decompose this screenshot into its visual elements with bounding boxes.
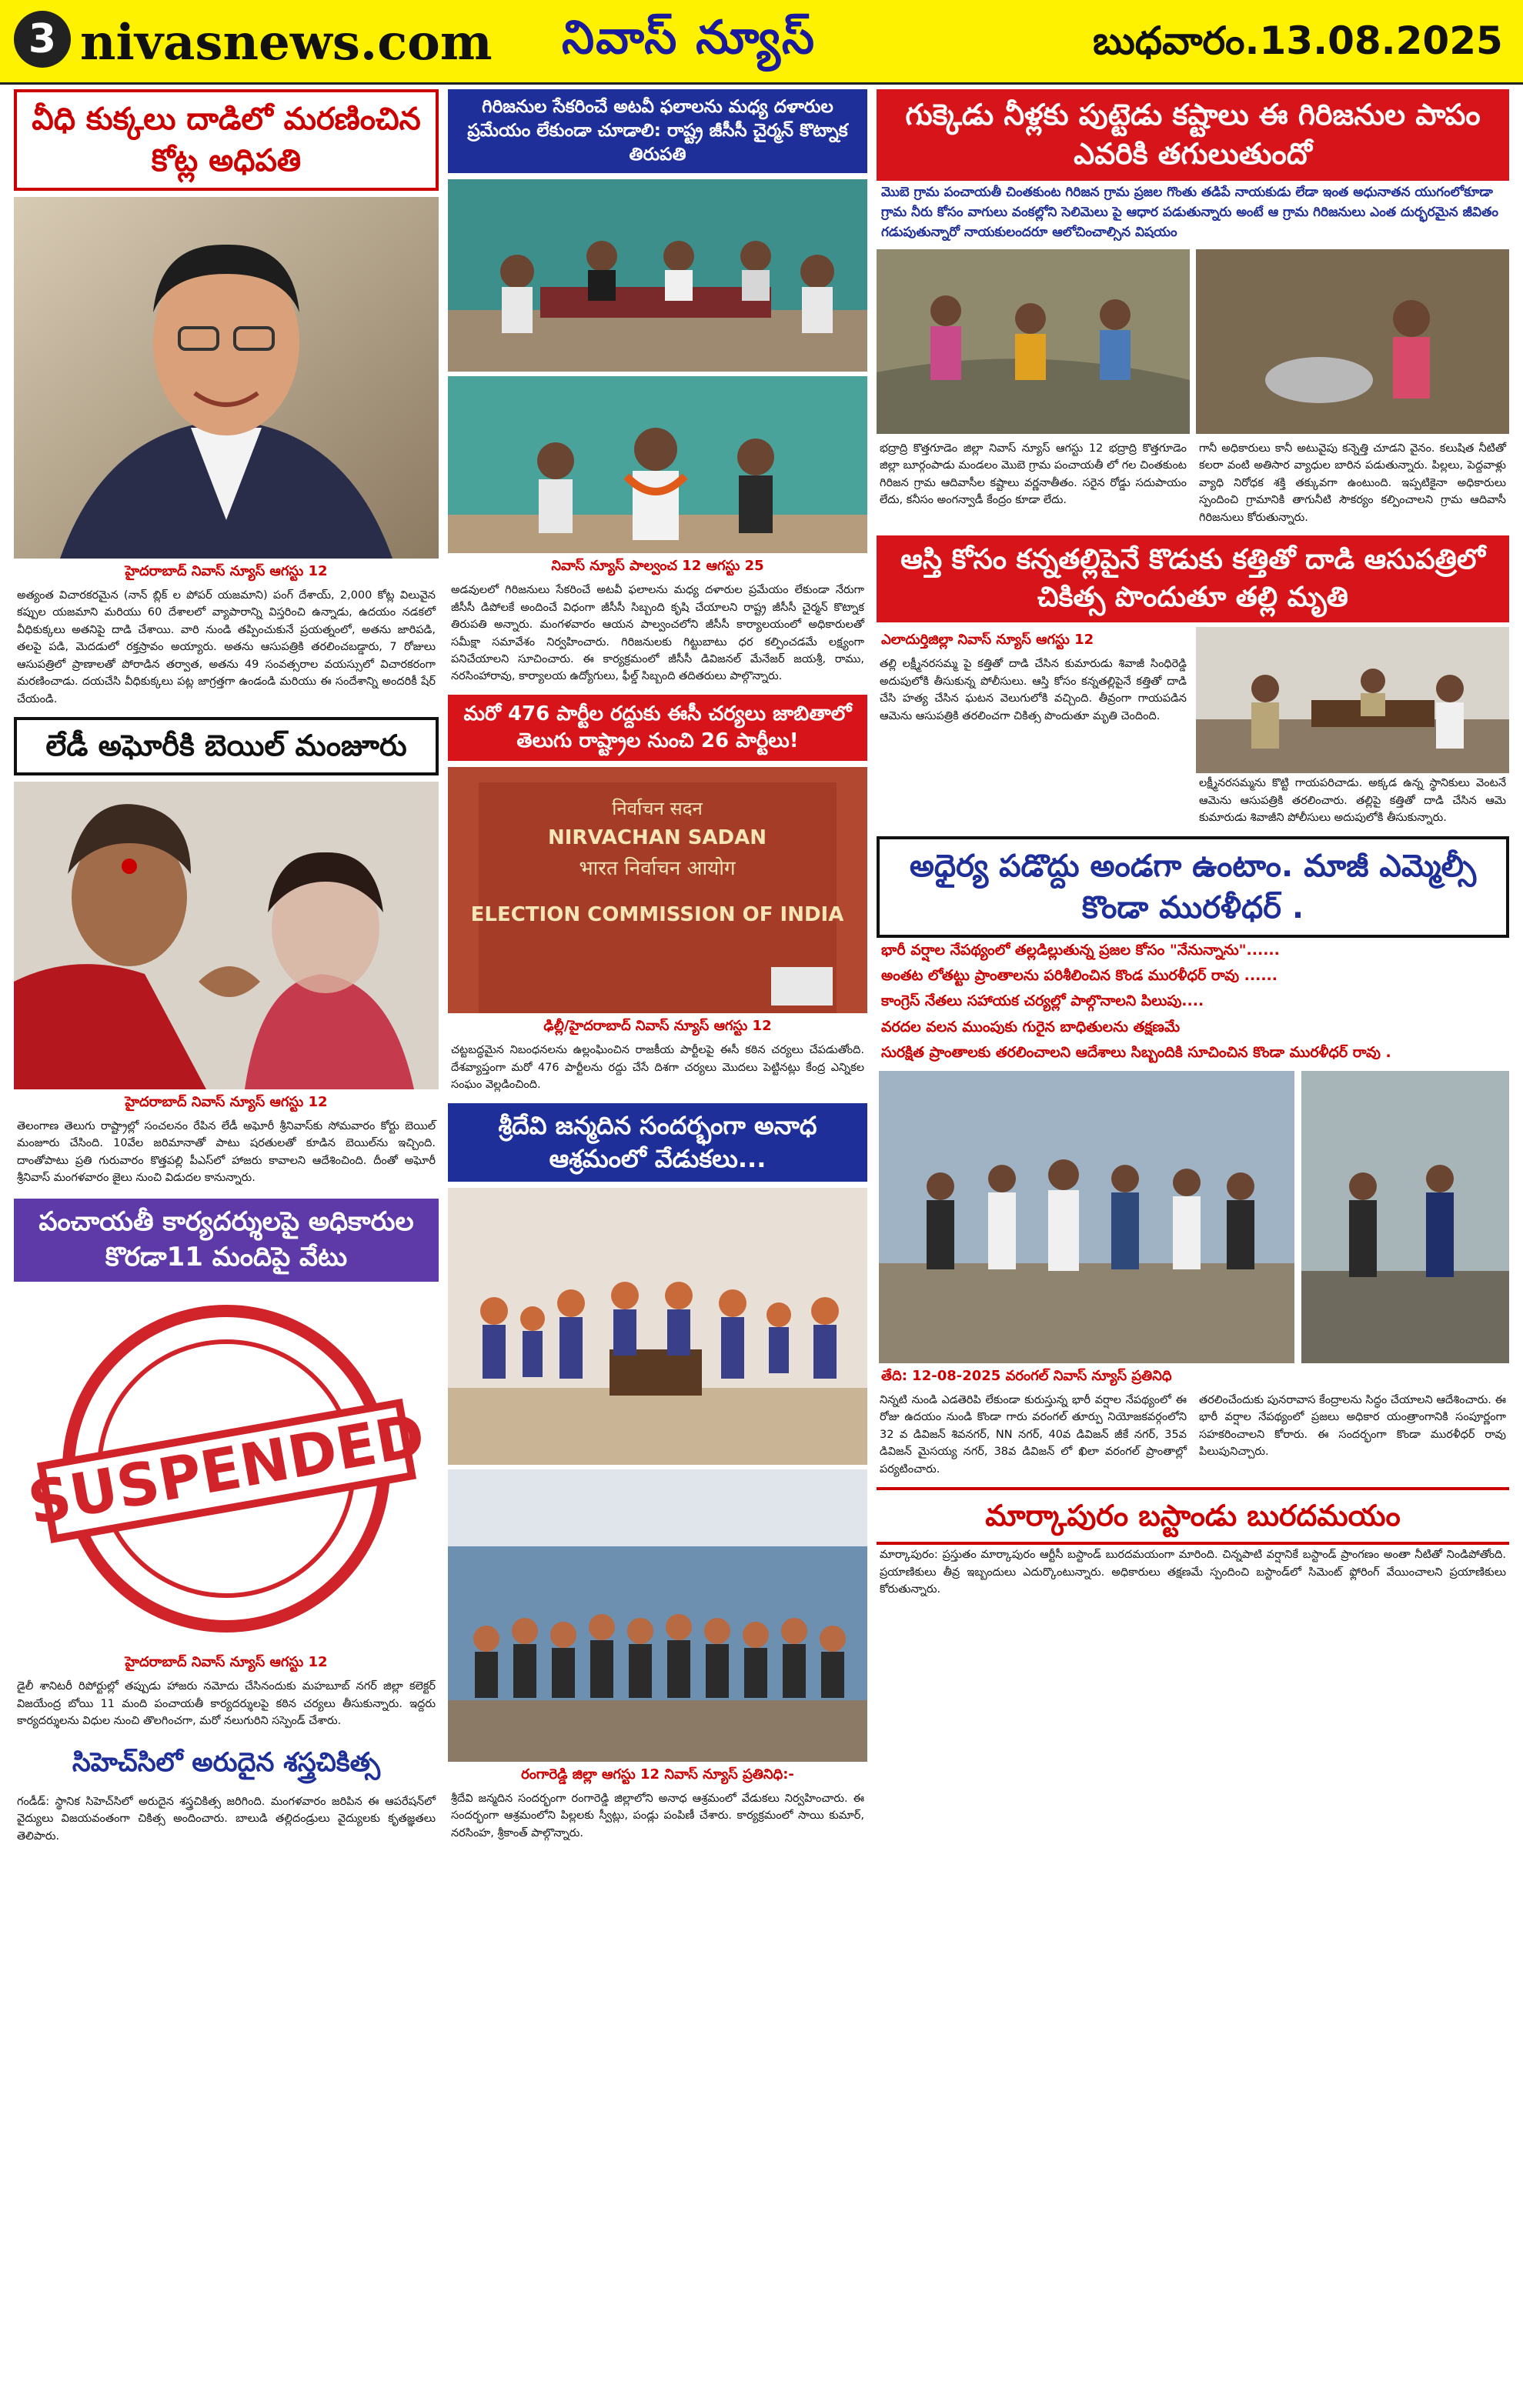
sridevi-caption: రంగారెడ్డి జిల్లా ఆగస్టు 12 నివాస్ న్యూస్ ప్రతినిధి:- (521, 1766, 794, 1783)
suspended-stamp-graphic (14, 1288, 439, 1649)
konda-line-2: అంతట లోతట్టు ప్రాంతాలను పరిశీలించిన కొండ మురళీధర్ రావు ...... (881, 967, 1278, 984)
election-commission-photo (448, 767, 867, 1013)
mother-headline[interactable]: ఆస్తి కోసం కన్నతల్లిపైనే కొడుకు కత్తితో దాడి ఆసుపత్రిలో చికిత్స పొందుతూ తల్లి మృతి (877, 535, 1509, 622)
water-body-1: భద్రాద్రి కొత్తగూడెం జిల్లా నివాస్ న్యూస్ ఆగస్టు 12 భద్రాద్రి కొత్తగూడెం జిల్లా బూర్గంపాడు మండలం మొబె గ్రామ పంచాయతీ లో గల చింతకుంట గిరిజన గ్రామ ఆదివాసీల కష్టాలు వర్ణనాతీతం. సరైన రోడ్డు సదుపాయం లేదు, కనీసం అంగన్వాడీ కేంద్రం కూడా లేదు. (880, 442, 1187, 507)
gcc-chairman-photo (448, 376, 867, 553)
water-body-2: గానీ అధికారులు కానీ అటువైపు కన్నెత్తి చూడని వైనం. కలుషిత నీటితో కలరా వంటి అతిసార వ్యాధుల బారిన పడుతున్నారు. పిల్లలు, పెద్దవాళ్లు వ్యాధి నిరోధక శక్తి తక్కువగా ఉంటుంది. ఇప్పటికైనా అధికారులు స్పందించి గ్రామానికి తాగునీటి సౌకర్యం కల్పించాలని గ్రామ ఆదివాసీ గిరిజనులు కోరుతున్నారు. (1199, 442, 1506, 524)
sridevi-body: శ్రీదేవి జన్మదిన సందర్భంగా రంగారెడ్డి జిల్లాలోని అనాధ ఆశ్రమంలో వేడుకలు నిర్వహించారు. ఈ సందర్భంగా ఆశ్రమంలోని పిల్లలకు స్వీట్లు, పండ్లు పంపిణీ చేశారు. కార్యక్రమంలో సాయి కుమార్, నరసింహ, శ్రీకాంత్ పాల్గొన్నారు. (451, 1792, 864, 1839)
sridevi-headline[interactable]: శ్రీదేవి జన్మదిన సందర్భంగా అనాధ ఆశ్రమంలో వేడుకలు... (448, 1103, 867, 1182)
suspended-stamp-text: SUSPENDED (23, 1400, 430, 1538)
dog-attack-headline[interactable]: వీధి కుక్కలు దాడిలో మరణించిన కోట్ల అధిపతి (14, 89, 439, 191)
konda-photos (877, 1071, 1509, 1363)
svg-text:NIRVACHAN SADAN: NIRVACHAN SADAN (547, 826, 767, 850)
issue-date: బుధవారం.13.08.2025 (1093, 18, 1503, 63)
gcc-headline[interactable]: గిరిజనుల సేకరించే అటవీ ఫలాలను మధ్య దళారుల ప్రమేయం లేకుండా చూడాలి: రాష్ట్ర జీసీసీ చైర్మన్ కొట్నాక తిరుపతి (448, 89, 867, 173)
ec-caption: ఢిల్లీ/హైదరాబాద్ నివాస్ న్యూస్ ఆగస్టు 12 (543, 1018, 772, 1035)
panchayat-caption: హైదరాబాద్ నివాస్ న్యూస్ ఆగస్టు 12 (125, 1654, 328, 1671)
konda-caption: తేది: 12-08-2025 వరంగల్ నివాస్ న్యూస్ ప్రతినిధి (881, 1367, 1172, 1384)
article-konda-floods (877, 836, 1509, 1480)
article-markapuram-bus-stand (877, 1487, 1509, 1600)
konda-body-2: తరలించేందుకు పునరావాస కేంద్రాలను సిద్ధం చేయాలని ఆదేశించారు. ఈ భారీ వర్షాల నేపథ్యంలో ప్రజలు అధికార యంత్రాంగానికి సంపూర్ణంగా సహకరించాలని కోరారు. ఈ సందర్భంగా కొండా మురళీధర్ రావు పిలుపునిచ్చారు. (1199, 1393, 1506, 1459)
masthead (0, 0, 1523, 85)
ec-body: చట్టబద్ధమైన నిబంధనలను ఉల్లంఘించిన రాజకీయ పార్టీలపై ఈసీ కఠిన చర్యలు చేపడుతోంది. దేశవ్యాప్తంగా మరో 476 పార్టీలను రద్దు చేసే దిశగా చర్యలు మొదలు పెట్టినట్లు కేంద్ర ఎన్నికల సంఘం వెల్లడించింది. (451, 1044, 864, 1092)
gcc-caption: నివాస్ న్యూస్ పాల్వంచ 12 ఆగస్టు 25 (551, 558, 764, 575)
svg-text:भारत निर्वाचन आयोग: भारत निर्वाचन आयोग (579, 857, 736, 881)
konda-line-1: భారీ వర్షాల నేపథ్యంలో తల్లడిల్లుతున్న ప్రజల కోసం "నేనున్నాను"...... (881, 941, 1280, 959)
konda-line-3: కాంగ్రెస్ నేతలు సహాయక చర్యల్లో పాల్గొనాలని పిలుపు.... (881, 992, 1204, 1010)
article-ec-parties (448, 695, 867, 1096)
water-intro: మొబె గ్రామ పంచాయతీ చింతకుంట గిరిజన గ్రామ ప్రజల గొంతు తడిపే నాయకుడు లేడా ఇంత అధునాతన యుగంలోకూడా గ్రామ నీరు కోసం వాగులు వంకల్లోని సెలిమెలు పై ఆధార పడుతున్నారు అంటే ఆ గ్రామ గిరిజనులు ఎంత దుర్భరమైన జీవితం గడుపుతున్నారో నాయకులందరూ ఆలోచించాల్సిన విషయం (881, 184, 1498, 241)
dog-attack-caption: హైదరాబాద్ నివాస్ న్యూస్ ఆగస్టు 12 (125, 563, 328, 579)
konda-line-5: సురక్షిత ప్రాంతాలకు తరలించాలని ఆదేశాలు సిబ్బందికి సూచించిన కొండా మురళీధర్ రావు . (881, 1044, 1391, 1062)
article-gcc-tribal (448, 89, 867, 687)
water-photo-women (877, 249, 1190, 434)
aghori-headline[interactable]: లేడీ అఘోరీకి బెయిల్ మంజూరు (14, 717, 439, 775)
article-water-crisis (877, 89, 1509, 528)
mother-caption: ఎలాదుర్తిజిల్లా నివాస్ న్యూస్ ఆగస్టు 12 (881, 632, 1094, 649)
bus-stand-body: మార్కాపురం: ప్రస్తుతం మార్కాపురం ఆర్టీసీ బస్టాండ్ బురదమయంగా మారింది. చిన్నపాటి వర్షానికే బస్టాండ్ ప్రాంగణం అంతా నీటితో నిండిపోతోంది. ప్రయాణికులు తీవ్ర ఇబ్బందులు ఎదుర్కొంటున్నారు. అధికారులు తక్షణమే స్పందించి బస్టాండ్‌లో సిమెంట్ ఫ్లోరింగ్ వేయించాలని ప్రయాణికులు కోరుతున్నారు. (880, 1549, 1506, 1596)
konda-body-1: నిన్నటి నుండి ఎడతెరిపి లేకుండా కురుస్తున్న భారీ వర్షాల నేపథ్యంలో ఈ రోజు ఉదయం నుండి కొండా గారు వరంగల్ తూర్పు నియోజకవర్గంలోని 32 వ డివిజన్ శివనగర్, NN నగర్, 40వ డివిజన్ జీకే నగర్, 35వ డివిజన్ మైసయ్య నగర్, 38వ డివిజన్ లో ఖిలా వరంగల్ ప్రాంతాల్లో పర్యటించారు. (880, 1393, 1187, 1476)
orphanage-celebration-photo-2 (448, 1469, 867, 1762)
konda-text-row (877, 1390, 1509, 1479)
column-middle (448, 89, 867, 2405)
svg-text:निर्वाचन सदन: निर्वाचन सदन (612, 798, 703, 820)
gcc-body: అడవులలో గిరిజనులు సేకరించే అటవీ ఫలాలను మధ్య దళారుల ప్రమేయం లేకుండా నేరుగా జీసీసీ డిపోలకే అందించే విధంగా జీసీసీ సిబ్బంది కృషి చేయాలని రాష్ట్ర జీసీసీ చైర్మన్ కొట్నాక తిరుపతి అన్నారు. మంగళవారం ఆయన పాల్వంచలోని జీసీసీ కార్యాలయంలో అధికారులతో సమీక్షా సమావేశం నిర్వహించారు. గిరిజనులకు గిట్టుబాటు ధర కల్పించడమే లక్ష్యంగా పనిచేయాలని సూచించారు. ఈ కార్యక్రమంలో జీసీసీ డివిజనల్ మేనేజర్ జయశ్రీ, రాము, నరసింహారావు, కార్యాలయ ఉద్యోగులు, ఫీల్డ్ సిబ్బంది తదితరులు పాల్గొన్నారు. (451, 584, 864, 683)
bus-stand-headline[interactable]: మార్కాపురం బస్టాండు బురదమయం (877, 1487, 1509, 1545)
brand-title: నివాస్ న్యూస్ (562, 11, 816, 65)
mother-row (877, 627, 1509, 828)
water-text-row (877, 439, 1509, 528)
article-surgery (14, 1739, 439, 1846)
page-number: 3 (14, 11, 71, 68)
orphanage-celebration-photo-1 (448, 1188, 867, 1465)
mother-body-1: తల్లి లక్ష్మీనరసమ్మ పై కత్తితో దాడి చేసిన కుమారుడు శివాజీ సింధిరెడ్డి అదుపులోకి తీసుకున్న పోలీసులు. ఆస్తి కోసం కన్నతల్లిపైనే కత్తితో దాడి చేసి హత్య చేసిన ఘటన వెలుగులోకి వచ్చింది. తీవ్రంగా గాయపడిన ఆమెను ఆసుపత్రికి తరలించగా చికిత్స పొందుతూ మృతి చెందింది. (880, 658, 1187, 722)
dog-attack-body: అత్యంత విచారకరమైన (నాన్ బ్లిక్ ల పోపర్ యజమాని) పంగ్ దేశాయ్, 2,000 కోట్ల విలువైన కప్పుల యజమాని మరియు 60 దేశాలలో వ్యాపారాన్ని విస్తరించి ఉన్నాడు, ఉదయం నడకలో వీధికుక్కలు అతనిపై దాడి చేశాయి. వారి నుండి తప్పించుకునే ప్రయత్నంలో, అతను జారిపడి, తలపై పడి, మెదడులో రక్తస్రావం అయ్యారు. అతను ఆసుపత్రికి తరలించబడ్డారు, 7 రోజులు ఆసుపత్రిలో ప్రాణాలతో పోరాడిన తర్వాత, అతను 49 సంవత్సరాల వయస్సులో విచారకరంగా మరణించాడు. దయచేసి వీధికుక్కలు పట్ల జాగ్రత్తగా ఉండండి మరియు ఈ సందేశాన్ని అందరికీ షేర్ చేయండి. (17, 589, 436, 705)
flood-inspection-photo (1301, 1071, 1509, 1363)
site-name[interactable]: nivasnews.com (80, 14, 493, 72)
aghori-photo (14, 782, 439, 1089)
police-station-photo (1196, 627, 1509, 773)
ec-headline[interactable]: మరో 476 పార్టీల రద్దుకు ఈసీ చర్యలు జాబితాలో తెలుగు రాష్ట్రాల నుంచి 26 పార్టీలు! (448, 695, 867, 761)
flood-walk-photo (877, 1071, 1297, 1363)
column-right (877, 89, 1509, 2405)
water-headline[interactable]: గుక్కెడు నీళ్లకు పుట్టెడు కష్టాలు ఈ గిరిజనుల పాపం ఎవరికి తగులుతుందో (877, 89, 1509, 181)
mother-body-2: లక్ష్మీనరసమ్మను కొట్టి గాయపరిచాడు. అక్కడ ఉన్న స్థానికులు వెంటనే ఆమెను ఆసుపత్రికి తరలించారు. తల్లిపై కత్తితో దాడి చేసిన ఆమె కుమారుడు శివాజీని పోలీసులు అదుపులోకి తీసుకున్నారు. (1199, 777, 1506, 825)
konda-headline[interactable]: అధైర్య పడొద్దు అండగా ఉంటాం. మాజీ ఎమ్మెల్సీ కొండా మురళీధర్ . (877, 836, 1509, 938)
aghori-caption: హైదరాబాద్ నివాస్ న్యూస్ ఆగస్టు 12 (125, 1093, 328, 1110)
aghori-body: తెలంగాణ తెలుగు రాష్ట్రాల్లో సంచలనం రేపిన లేడీ అఘోరీ శ్రీనివాస్‌కు సోమవారం కోర్టు బెయిల్ మంజూరు చేసింది. 10వేల జరిమానాతో పాటు షరతులతో కూడిన బెయిల్‌ను ఇచ్చింది. దాంతోపాటు ప్రతి గురువారం కొత్తపల్లి పీఎస్‌లో హాజరు కావాలని ఆదేశించింది. దీంతో అఘోరీ శ్రీనివాస్ మంగళవారం జైలు నుంచి విడుదల కానున్నారు. (17, 1119, 436, 1184)
water-photos (877, 249, 1509, 434)
article-panchayat (14, 1199, 439, 1731)
panchayat-headline[interactable]: పంచాయతీ కార్యదర్శులపై అధికారుల కొరడా11 మందిపై వేటు (14, 1199, 439, 1282)
surgery-body: గండీడ్: స్థానిక సిహెచ్‌సిలో అరుదైన శస్త్రచికిత్స జరిగింది. మంగళవారం జరిపిన ఈ ఆపరేషన్‌లో వైద్యులు విజయవంతంగా చికిత్స అందించారు. బాలుడి తల్లిదండ్రులు వైద్యులకు కృతజ్ఞతలు తెలిపారు. (17, 1795, 436, 1843)
article-sridevi-birthday (448, 1103, 867, 1844)
konda-line-4: వరదల వలన ముంపుకు గురైన బాధితులను తక్షణమే (881, 1018, 1181, 1036)
column-left (14, 89, 439, 2405)
panchayat-body: డైలీ శానిటరీ రిపోర్టుల్లో తప్పుడు హాజరు నమోదు చేసినందుకు మహబూబ్ నగర్ జిల్లా కలెక్టర్ విజయేంద్ర బోయి 11 మంది పంచాయతీ కార్యదర్శులపై కఠిన చర్యలు తీసుకున్నారు. ఇద్దరు కార్యదర్శులను విధుల నుంచి తొలగించగా, మరో నలుగురిని సస్పెండ్ చేశారు. (17, 1680, 436, 1728)
water-photo-pot (1196, 249, 1509, 434)
gcc-meeting-photo (448, 179, 867, 372)
businessman-photo (14, 197, 439, 559)
svg-text:ELECTION COMMISSION OF INDIA: ELECTION COMMISSION OF INDIA (470, 903, 844, 927)
surgery-headline[interactable]: సిహెచ్‌సిలో అరుదైన శస్త్రచికిత్స (72, 1746, 381, 1778)
article-dog-attack (14, 89, 439, 709)
article-mother-murder (877, 535, 1509, 829)
article-aghori (14, 717, 439, 1188)
